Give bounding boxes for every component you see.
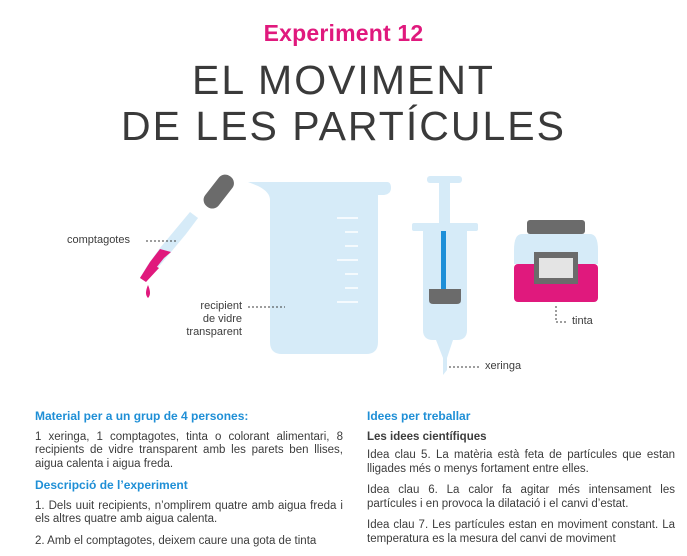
- label-syringe: xeringa: [485, 360, 522, 372]
- label-glass-line-2: de vidre: [202, 313, 242, 325]
- idea-6: Idea clau 6. La calor fa agitar més intensament les partícules i en provoca la dilatació i el canvi d’estat.: [367, 484, 675, 510]
- description-heading: Descripció de l’experiment: [35, 478, 188, 492]
- experiment-label: Experiment 12: [263, 20, 424, 46]
- dropper-icon: [140, 171, 237, 298]
- illustration: [0, 170, 687, 395]
- idea-7: Idea clau 7. Les partícules estan en moviment constant. La temperatura es la mesura del canvi de moviment: [367, 519, 675, 545]
- syringe-icon: [412, 176, 478, 375]
- label-glass-line-1: recipient: [200, 300, 242, 312]
- label-ink: tinta: [572, 315, 593, 327]
- syringe-handle: [427, 176, 462, 183]
- dropper-bulb: [200, 171, 237, 211]
- material-heading: Material per a un grup de 4 persones:: [35, 409, 249, 423]
- jar-label-inner: [539, 258, 573, 278]
- label-glass: [170, 300, 242, 339]
- syringe-tip: [436, 340, 453, 375]
- label-dropper: comptagotes: [67, 234, 130, 246]
- page-title-line-1: EL MOVIMENT: [192, 57, 495, 103]
- dropper-ink-fill: [140, 249, 171, 278]
- syringe-plunger-line: [441, 231, 446, 289]
- step-2: 2. Amb el comptagotes, deixem caure una gota de tinta: [35, 534, 317, 547]
- beaker-body: [248, 182, 391, 354]
- syringe-flange: [412, 223, 478, 231]
- syringe-plunger: [429, 289, 461, 304]
- label-glass-line-3: transparent: [186, 326, 242, 338]
- glass-beaker-icon: [248, 182, 391, 354]
- scientific-ideas-subheading: Les idees científiques: [367, 430, 487, 443]
- illustration-svg: [0, 170, 687, 395]
- jar-lid: [527, 220, 585, 234]
- page-title-line-2: DE LES PARTÍCULES: [121, 103, 566, 149]
- material-text: 1 xeringa, 1 comptagotes, tinta o colorant alimentari, 8 recipients de vidre transparent amb les parets ben llises, aigua calenta i aigua freda.: [35, 430, 343, 470]
- step-1: 1. Dels uuit recipients, n’omplirem quatre amb aigua freda i els altres quatre amb aigua calenta.: [35, 499, 343, 525]
- right-column: [367, 410, 675, 554]
- ink-jar-icon: [514, 220, 598, 302]
- syringe-rod: [439, 183, 450, 223]
- idea-5: Idea clau 5. La matèria està feta de partícules que estan lligades més o menys fortament entre elles.: [367, 449, 675, 475]
- left-column: [35, 410, 343, 556]
- ink-drop: [146, 285, 150, 298]
- ideas-heading: Idees per treballar: [367, 409, 471, 423]
